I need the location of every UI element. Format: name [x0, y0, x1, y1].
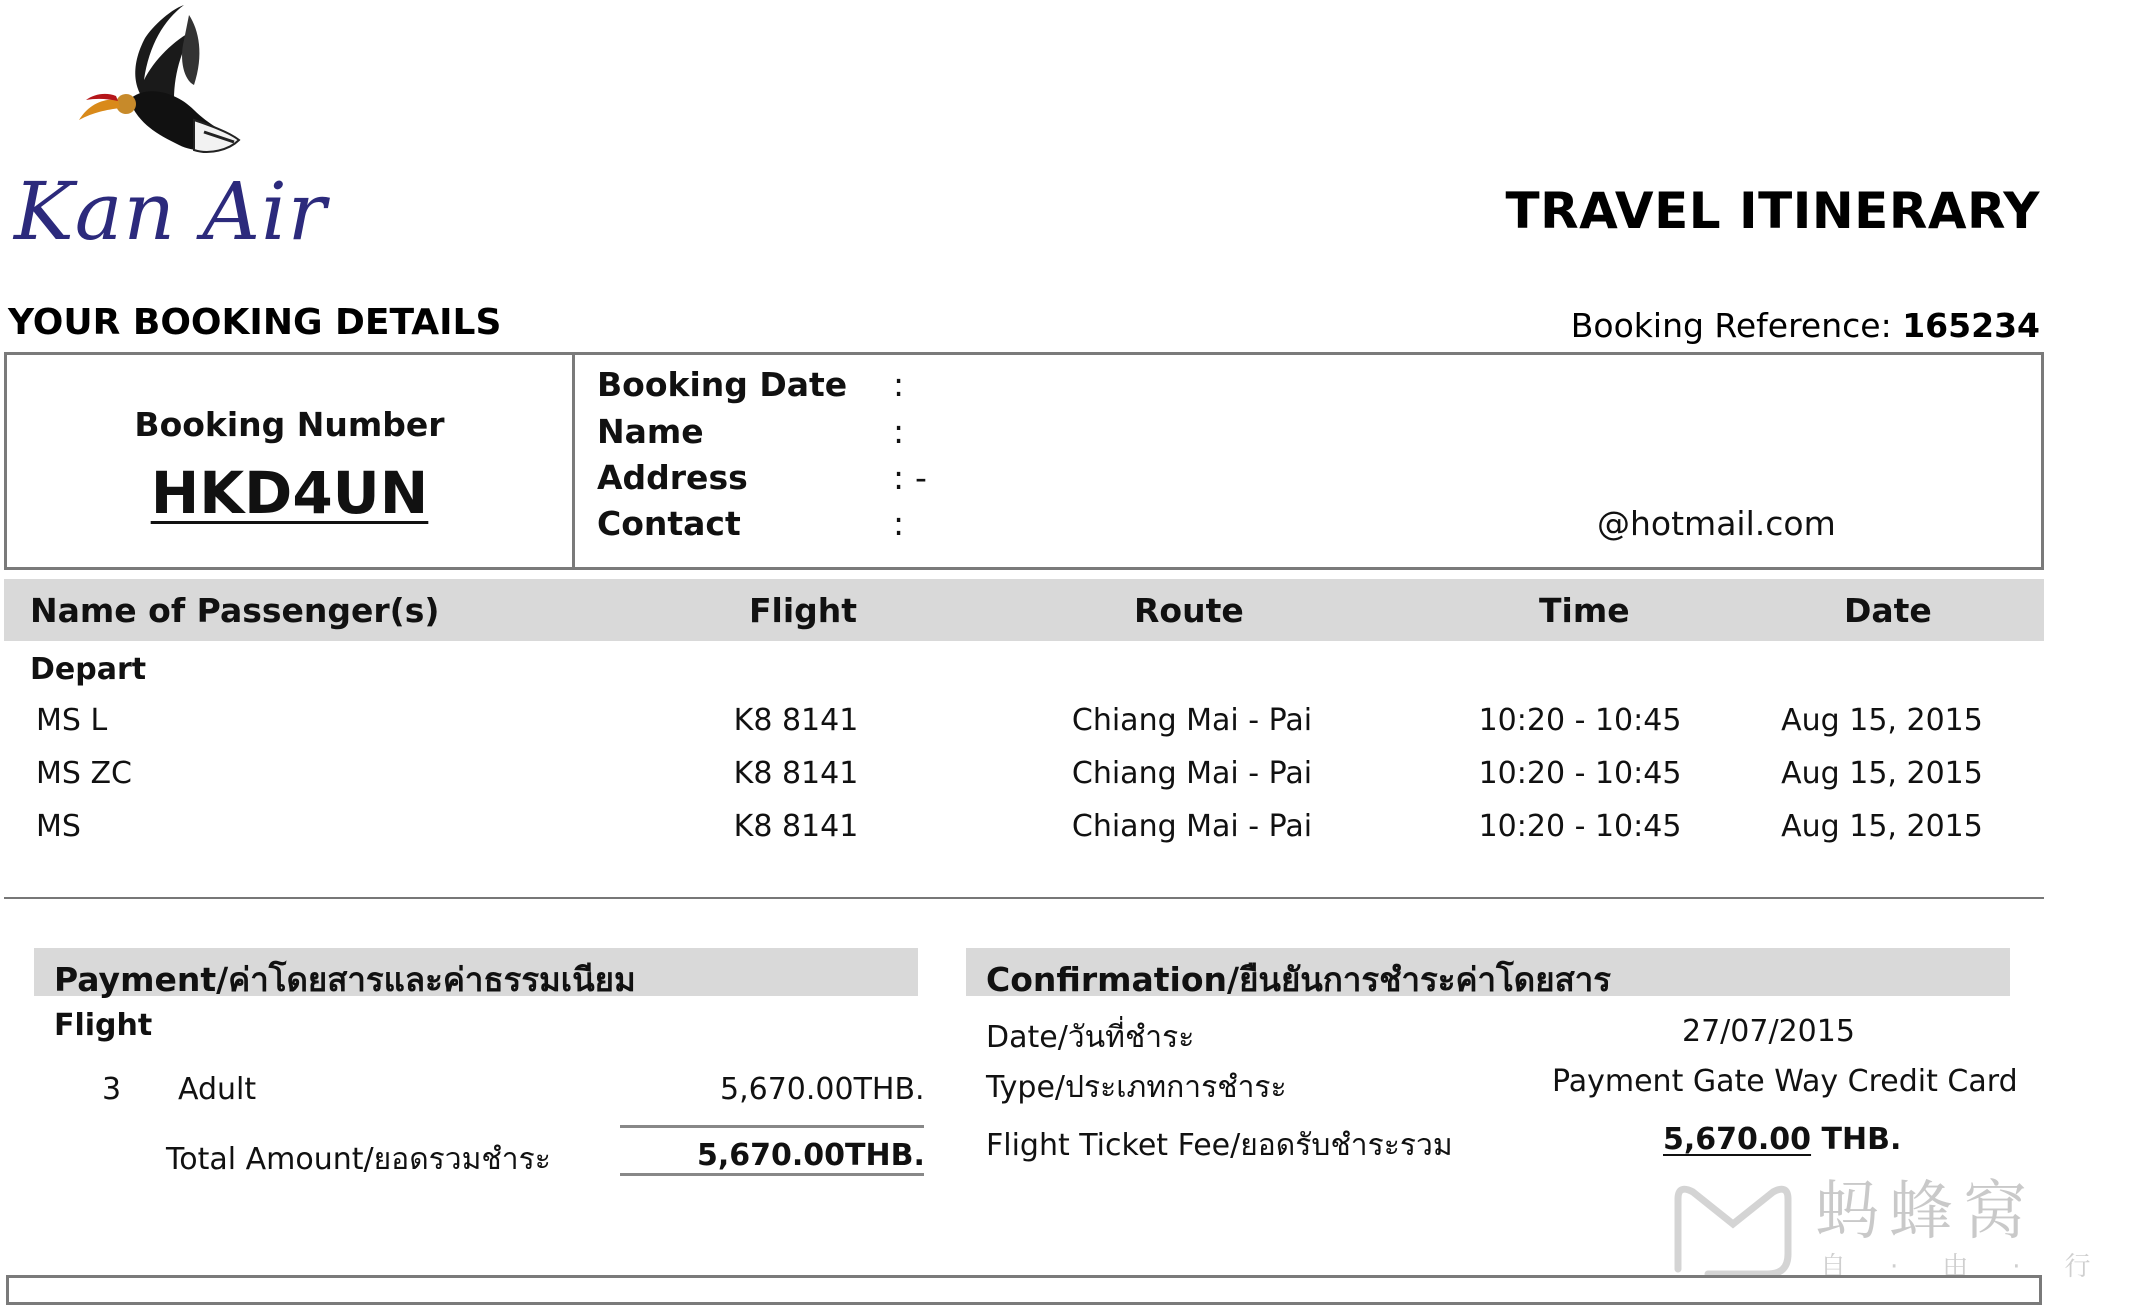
bottom-section-box [6, 1275, 2042, 1305]
date: Aug 15, 2015 [1781, 703, 1983, 738]
kan-air-logo [8, 0, 328, 260]
passenger-type: Adult [178, 1072, 257, 1107]
header-passenger-name: Name of Passenger(s) [30, 591, 440, 630]
passenger-name: MS L [36, 703, 108, 738]
time: 10:20 - 10:45 [1478, 756, 1682, 791]
booking-details-box [4, 352, 2044, 570]
flight-number: K8 8141 [733, 703, 859, 738]
address-value: - [915, 458, 927, 497]
line-amount [720, 1072, 925, 1107]
line-amount-currency: THB. [853, 1072, 925, 1107]
booking-number-label: Booking Number [134, 405, 445, 444]
field-colon: : [893, 504, 905, 543]
total-amount [697, 1138, 925, 1173]
line-amount-value: 5,670.00 [720, 1072, 854, 1107]
table-row [0, 809, 2048, 849]
payment-date-value: 27/07/2015 [1682, 1014, 1855, 1049]
payment-type-value: Payment Gate Way Credit Card [1552, 1064, 2018, 1099]
watermark-text: 蚂蜂窝 [1815, 1175, 2037, 1249]
booking-number-value: HKD4UN [150, 459, 429, 527]
brand-name: Kan Air [14, 165, 328, 258]
watermark [1660, 1160, 2135, 1292]
total-amount-currency: THB. [845, 1138, 925, 1173]
route: Chiang Mai - Pai [1071, 809, 1313, 844]
watermark-subtext: 自·由·行 [1820, 1252, 2135, 1282]
time: 10:20 - 10:45 [1478, 809, 1682, 844]
total-rule-top [620, 1125, 924, 1128]
date: Aug 15, 2015 [1781, 809, 1983, 844]
ticket-fee-currency: THB. [1821, 1122, 1902, 1157]
mafengwo-logo-icon [1668, 1174, 1798, 1284]
table-row [0, 703, 2048, 743]
booking-reference-label: Booking Reference: [1570, 306, 1892, 345]
depart-label: Depart [30, 652, 147, 687]
contact-value: @hotmail.com [1597, 504, 1836, 543]
time: 10:20 - 10:45 [1478, 703, 1682, 738]
total-rule-bottom [620, 1173, 924, 1176]
table-row [0, 756, 2048, 796]
total-amount-label: Total Amount/ยอดรวมชำระ [166, 1142, 551, 1177]
booking-reference [1571, 306, 2040, 345]
hornbill-bird-icon [34, 0, 254, 175]
document-title: TRAVEL ITINERARY [1505, 182, 2040, 240]
passenger-table-header [4, 579, 2044, 641]
ticket-fee [1663, 1122, 1901, 1157]
payment-date-label: Date/วันที่ชำระ [986, 1020, 1195, 1055]
field-colon: : [893, 458, 905, 497]
field-colon: : [893, 412, 905, 451]
route: Chiang Mai - Pai [1071, 703, 1313, 738]
total-amount-value: 5,670.00 [697, 1138, 846, 1173]
contact-label: Contact [597, 504, 741, 543]
booking-reference-value: 165234 [1902, 306, 2040, 345]
passenger-name: MS ZC [36, 756, 132, 791]
flight-number: K8 8141 [733, 809, 859, 844]
section-divider [4, 897, 2044, 899]
ticket-fee-value: 5,670.00 [1663, 1122, 1812, 1157]
field-colon: : [893, 365, 905, 404]
payment-type-label: Type/ประเภทการชำระ [986, 1070, 1287, 1105]
booking-date-label: Booking Date [597, 365, 848, 404]
payment-header: Payment/ค่าโดยสารและค่าธรรมเนียม [34, 948, 918, 996]
header-flight: Flight [749, 591, 858, 630]
details-divider [572, 355, 575, 567]
confirmation-header: Confirmation/ยืนยันการชำระค่าโดยสาร [966, 948, 2010, 996]
header-route: Route [1134, 591, 1244, 630]
header-date: Date [1844, 591, 1932, 630]
booking-details-heading: YOUR BOOKING DETAILS [8, 302, 502, 343]
payment-flight-subheading: Flight [54, 1008, 153, 1043]
flight-number: K8 8141 [733, 756, 859, 791]
passenger-quantity: 3 [102, 1072, 122, 1107]
date: Aug 15, 2015 [1781, 756, 1983, 791]
address-label: Address [597, 458, 748, 497]
passenger-name: MS [36, 809, 81, 844]
ticket-fee-label: Flight Ticket Fee/ยอดรับชำระรวม [986, 1128, 1453, 1163]
name-label: Name [597, 412, 704, 451]
header-time: Time [1539, 591, 1630, 630]
route: Chiang Mai - Pai [1071, 756, 1313, 791]
